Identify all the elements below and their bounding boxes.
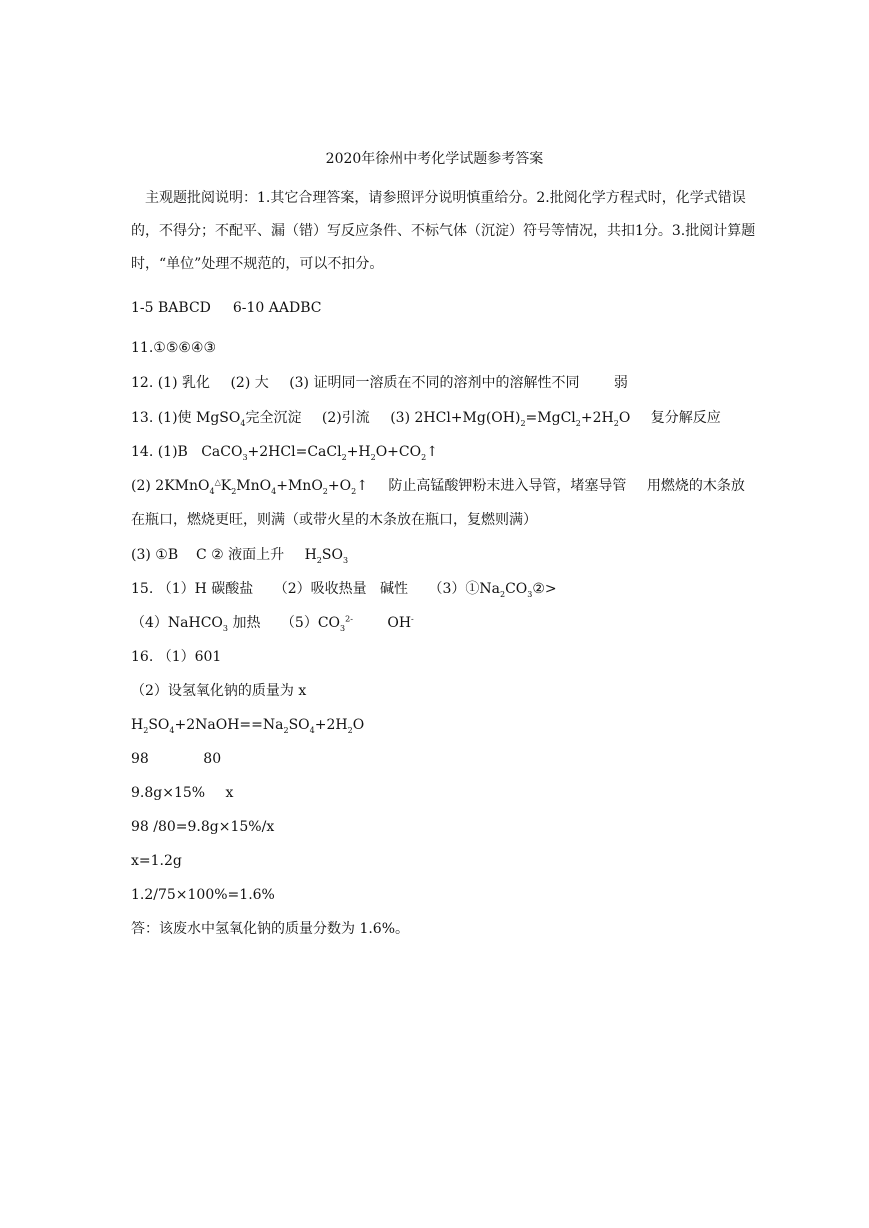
answer-12 — [131, 374, 628, 392]
q15-part5: $(5)CO_3^{2-}$ — [280, 614, 353, 633]
q13-part1: (1)使 MgSO$_4$完全沉淀 — [157, 410, 302, 428]
q15-part4: （4）NaHCO$_3$ 加热 — [131, 615, 261, 633]
q16-ratio: 98 /80=9.8g×15%/x — [131, 819, 275, 835]
q13-part4: 复分解反应 — [650, 410, 721, 426]
q15-part1: 15. （1）H 碳酸盐 — [131, 581, 254, 597]
answer-14-line3: 在瓶口，燃烧更旺，则满（或带火星的木条放在瓶口，复燃则满） — [131, 512, 537, 528]
q16-answer: 答：该废水中氢氧化钠的质量分数为 1.6%。 — [131, 921, 410, 937]
q16-given-acid: 9.8g×15% — [131, 785, 206, 801]
q14-equation1: $CaCO_3+2HCl=CaCl_2+H_2O+CO_2↑$ — [201, 444, 438, 462]
answer-15-line2 — [131, 614, 414, 632]
q12-part4: 弱 — [613, 375, 628, 391]
grading-instructions: 主观题批阅说明：1.其它合理答案，请参照评分说明慎重给分。2.批阅化学方程式时，化学式错误的，不得分；不配平、漏（错）写反应条件、不标气体（沉淀）符号等情况，共扣1分。3.批阅计算题时，“单位”处理不规范的，可以不扣分。 — [131, 190, 756, 272]
q14-num: 14. — [131, 444, 154, 460]
q12-part1: (1) 乳化 — [157, 375, 210, 391]
answers-1-5: 1-5 BABCD — [131, 300, 211, 316]
q16-given — [131, 784, 233, 802]
q16-percentage: 1.2/75×100%=1.6% — [131, 887, 275, 903]
answer-14-line1 — [131, 443, 438, 461]
q12-part3: (3) 证明同一溶质在不同的溶剂中的溶解性不同 — [289, 375, 580, 391]
q16-equation: $H_2SO_4+2NaOH==Na_2SO_4+2H_2O$ — [131, 717, 365, 735]
q15-part2b: 碱性 — [380, 581, 409, 597]
answer-13 — [131, 409, 721, 427]
answer-14-line4 — [131, 546, 348, 564]
q16-molar-masses — [131, 750, 221, 768]
q15-part3: $(3)①Na_2CO_3②>$ — [428, 581, 557, 599]
answer-15-line1 — [131, 580, 557, 598]
answers-1-10 — [131, 299, 322, 317]
q16-mass-acid: 98 — [131, 751, 149, 767]
answer-11: 11.①⑤⑥④③ — [131, 340, 217, 356]
q14-equation2: (2) $2KMnO_4^\triangle K_2MnO_4+MnO_2+O_2↑$ — [131, 477, 368, 496]
q16-mass-base: 80 — [203, 751, 222, 767]
q14-part2-test: 用燃烧的木条放 — [646, 478, 745, 494]
q15-part5b: OH- — [387, 614, 414, 631]
answers-6-10: 6-10 AADBC — [232, 300, 322, 316]
q12-part2: (2) 大 — [230, 375, 269, 391]
q14-part3c: $H_2SO_3$ — [304, 547, 349, 565]
q14-part3a: (3) ①B — [131, 547, 179, 563]
answer-14-line2 — [131, 477, 745, 495]
q12-num: 12. — [131, 375, 154, 391]
q16-given-x: x — [225, 785, 234, 801]
answer-16-line2: （2）设氢氧化钠的质量为 x — [131, 683, 307, 699]
q13-num: 13. — [131, 410, 154, 426]
q13-part3: (3) $2HCl+Mg(OH)_2=MgCl_2+2H_2O$ — [390, 410, 631, 428]
q16-x-value: x=1.2g — [131, 853, 182, 869]
q15-part2: （2）吸收热量 — [273, 581, 367, 597]
q13-part2: (2)引流 — [321, 410, 370, 426]
page-title: 2020年徐州中考化学试题参考答案 — [325, 151, 544, 167]
q14-part2-reason: 防止高锰酸钾粉末进入导管，堵塞导管 — [388, 478, 627, 494]
q14-part1: (1)B — [157, 444, 188, 460]
q14-part3b: C ② 液面上升 — [195, 547, 285, 563]
answer-16-line1: 16. （1）601 — [131, 649, 222, 665]
